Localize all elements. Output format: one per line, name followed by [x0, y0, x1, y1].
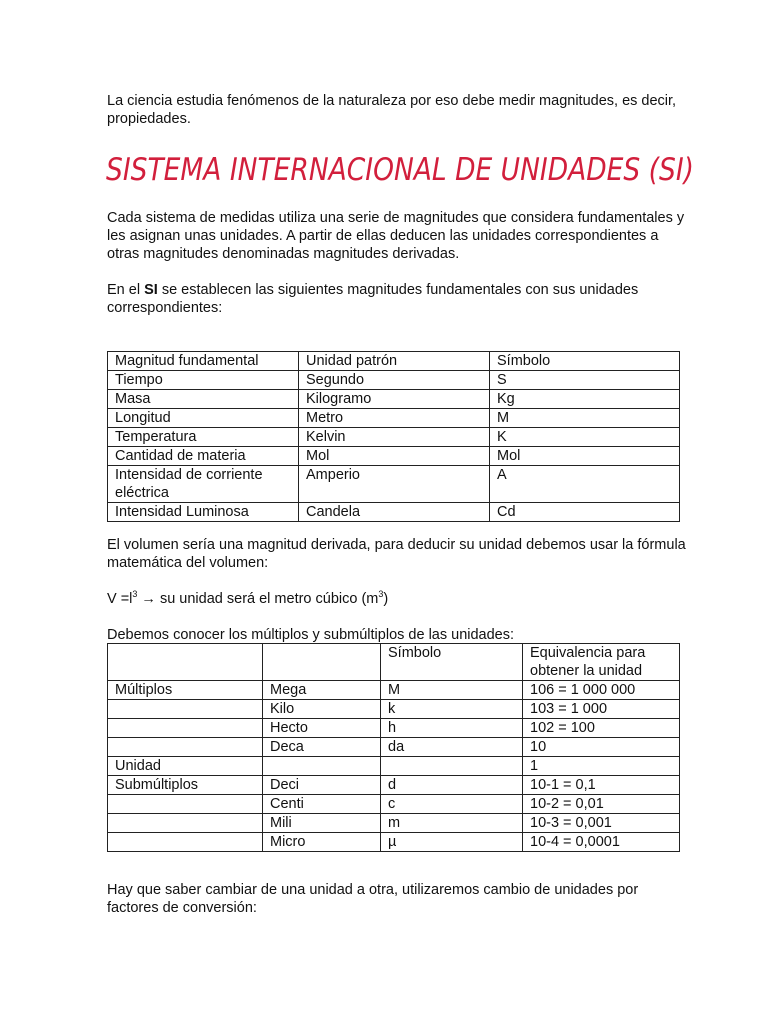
- magnitude-row: [108, 428, 680, 447]
- table-cell: Kilogramo: [299, 390, 490, 409]
- table-cell: Deca: [263, 738, 381, 757]
- table-cell: Intensidad Luminosa: [108, 503, 299, 522]
- prefix-row: [108, 814, 680, 833]
- table-cell: 10-1 = 0,1: [523, 776, 680, 795]
- table-cell: Kilo: [263, 700, 381, 719]
- header-row: [108, 352, 680, 371]
- prefix-row: [108, 700, 680, 719]
- si-bold: SI: [144, 282, 158, 298]
- volume-paragraph: El volumen sería una magnitud derivada, para deducir su unidad debemos usar la fórmula matemática del volumen:: [107, 537, 686, 571]
- si-suffix: se establecen las siguientes magnitudes fundamentales con sus unidades correspondientes:: [107, 282, 639, 316]
- header-cell: [263, 644, 381, 681]
- table-cell: [108, 795, 263, 814]
- table-cell: [263, 757, 381, 776]
- page-title: [100, 140, 700, 192]
- table-cell: Mol: [299, 447, 490, 466]
- table-cell: 10-3 = 0,001: [523, 814, 680, 833]
- table-cell: S: [490, 371, 680, 390]
- table-cell: d: [381, 776, 523, 795]
- table-cell: A: [490, 466, 680, 503]
- intro-paragraph: La ciencia estudia fenómenos de la naturaleza por eso debe medir magnitudes, es decir, propiedades.: [107, 93, 677, 127]
- formula-end: ): [383, 591, 389, 607]
- table-cell: Micro: [263, 833, 381, 852]
- table-cell: Submúltiplos: [108, 776, 263, 795]
- table-cell: M: [490, 409, 680, 428]
- magnitude-row: [108, 390, 680, 409]
- title-text: SISTEMA INTERNACIONAL DE UNIDADES (SI): [106, 152, 694, 188]
- table-cell: [108, 719, 263, 738]
- formula-lhs: V =l: [107, 591, 133, 607]
- table-cell: µ: [381, 833, 523, 852]
- table-cell: Amperio: [299, 466, 490, 503]
- table-cell: [108, 833, 263, 852]
- magnitude-row: [108, 371, 680, 390]
- table-cell: Intensidad de corriente eléctrica: [108, 466, 299, 503]
- table-cell: Kelvin: [299, 428, 490, 447]
- header-cell: Unidad patrón: [299, 352, 490, 371]
- magnitude-row: [108, 447, 680, 466]
- table-cell: Mili: [263, 814, 381, 833]
- table-cell: h: [381, 719, 523, 738]
- volume-formula: [107, 590, 687, 608]
- table-cell: Cd: [490, 503, 680, 522]
- table-cell: da: [381, 738, 523, 757]
- table-cell: 10-2 = 0,01: [523, 795, 680, 814]
- formula-middle: → su unidad será el metro cúbico (m: [137, 591, 379, 607]
- table-cell: [108, 738, 263, 757]
- table-cell: Masa: [108, 390, 299, 409]
- prefix-row: [108, 757, 680, 776]
- multiples-table: [107, 643, 680, 852]
- table-cell: Deci: [263, 776, 381, 795]
- table-cell: Múltiplos: [108, 681, 263, 700]
- header-cell: Magnitud fundamental: [108, 352, 299, 371]
- magnitude-row: [108, 503, 680, 522]
- header-row: [108, 644, 680, 681]
- table-cell: Mega: [263, 681, 381, 700]
- multiples-paragraph: Debemos conocer los múltiplos y submúltiplos de las unidades:: [107, 627, 515, 643]
- table-cell: Candela: [299, 503, 490, 522]
- table-cell: 10-4 = 0,0001: [523, 833, 680, 852]
- table-cell: m: [381, 814, 523, 833]
- table-cell: [108, 814, 263, 833]
- table-cell: Kg: [490, 390, 680, 409]
- table-cell: 1: [523, 757, 680, 776]
- table-cell: M: [381, 681, 523, 700]
- prefix-row: [108, 833, 680, 852]
- table-cell: 10: [523, 738, 680, 757]
- table-cell: Cantidad de materia: [108, 447, 299, 466]
- fundamental-magnitudes-table: [107, 351, 680, 522]
- table-cell: 103 = 1 000: [523, 700, 680, 719]
- table-cell: [381, 757, 523, 776]
- magnitude-row: [108, 409, 680, 428]
- magnitude-row: [108, 466, 680, 503]
- prefix-row: [108, 738, 680, 757]
- prefix-row: [108, 795, 680, 814]
- table-cell: Centi: [263, 795, 381, 814]
- conversion-paragraph: Hay que saber cambiar de una unidad a otra, utilizaremos cambio de unidades por factores de conversión:: [107, 882, 639, 916]
- formula-exp2: 3: [378, 589, 384, 599]
- prefix-row: [108, 776, 680, 795]
- si-paragraph: [107, 281, 687, 317]
- header-cell: Símbolo: [381, 644, 523, 681]
- table-cell: Segundo: [299, 371, 490, 390]
- table-cell: Metro: [299, 409, 490, 428]
- table-cell: 102 = 100: [523, 719, 680, 738]
- units-paragraph: Cada sistema de medidas utiliza una serie de magnitudes que considera fundamentales y les asignan unas unidades. A partir de ellas deducen las unidades correspondientes a otras magnitudes denominadas magnitudes derivadas.: [107, 210, 685, 262]
- header-cell: Equivalencia para obtener la unidad: [523, 644, 680, 681]
- table-cell: 106 = 1 000 000: [523, 681, 680, 700]
- table-cell: c: [381, 795, 523, 814]
- table-cell: K: [490, 428, 680, 447]
- header-cell: [108, 644, 263, 681]
- table-cell: Temperatura: [108, 428, 299, 447]
- table-cell: Unidad: [108, 757, 263, 776]
- header-cell: Símbolo: [490, 352, 680, 371]
- table-cell: [108, 700, 263, 719]
- table-cell: Longitud: [108, 409, 299, 428]
- prefix-row: [108, 719, 680, 738]
- prefix-row: [108, 681, 680, 700]
- table-cell: Hecto: [263, 719, 381, 738]
- si-prefix: En el: [107, 282, 145, 298]
- table-cell: k: [381, 700, 523, 719]
- table-cell: Mol: [490, 447, 680, 466]
- table-cell: Tiempo: [108, 371, 299, 390]
- formula-exp1: 3: [132, 589, 138, 599]
